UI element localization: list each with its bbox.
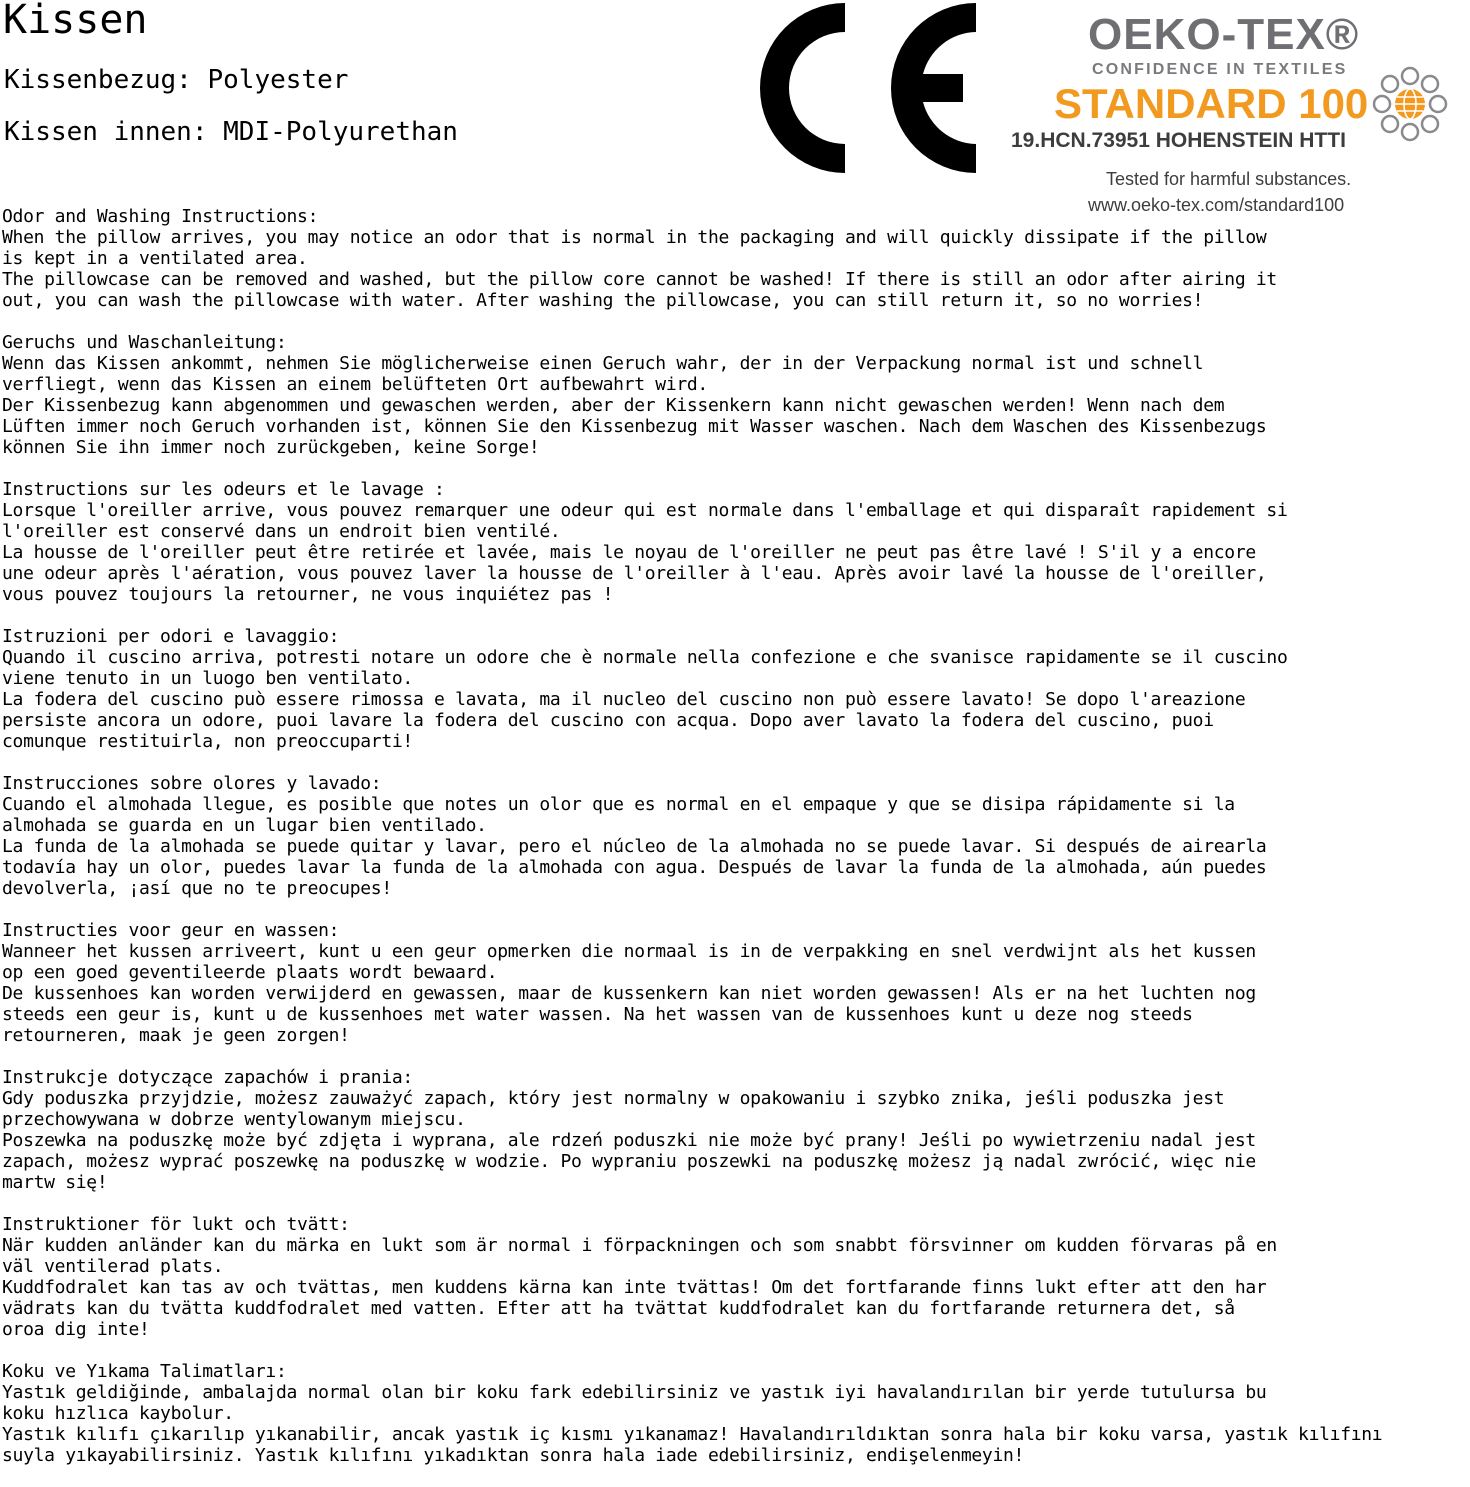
instruction-line: Lorsque l'oreiller arrive, vous pouvez remarquer une odeur qui est normale dans l'emballage et qui disparaît rapidement si: [2, 500, 1288, 521]
instructions-en: [2, 206, 1470, 311]
section-heading: Instrucciones sobre olores y lavado:: [2, 773, 382, 794]
inner-material: Kissen innen: MDI-Polyurethan: [4, 117, 458, 147]
instruction-line: La funda de la almohada se puede quitar y lavar, pero el núcleo de la almohada no se puede lavar. Si después de airearla: [2, 836, 1267, 857]
instruction-line: De kussenhoes kan worden verwijderd en gewassen, maar de kussenkern kan niet worden gewassen! Als er na het luchten nog: [2, 983, 1256, 1004]
instruction-line: La housse de l'oreiller peut être retirée et lavée, mais le noyau de l'oreiller ne peut pas être lavé ! S'il y a encore: [2, 542, 1256, 563]
instruction-line: Yastık geldiğinde, ambalajda normal olan bir koku fark edebilirsiniz ve yastık iyi havalandırılan bir yerde tutulursa bu: [2, 1382, 1267, 1403]
instruction-line: Wenn das Kissen ankommt, nehmen Sie möglicherweise einen Geruch wahr, der in der Verpackung normal ist und schnell: [2, 353, 1204, 374]
instruction-line: zapach, możesz wyprać poszewkę na poduszkę w wodzie. Po wypraniu poszewki na poduszkę możesz ją nadal zwrócić, więc nie: [2, 1151, 1256, 1172]
instructions-sv: [2, 1214, 1470, 1340]
instruction-line: Yastık kılıfı çıkarılıp yıkanabilir, ancak yastık iç kısmı yıkanamaz! Havalandırıldıktan sonra hala bir koku varsa, yastık kılıfını: [2, 1424, 1383, 1445]
ce-mark-logo: [757, 3, 976, 173]
instruction-line: koku hızlıca kaybolur.: [2, 1403, 234, 1424]
instruction-line: können Sie ihn immer noch zurückgeben, keine Sorge!: [2, 437, 540, 458]
instruction-line: devolverla, ¡así que no te preocupes!: [2, 878, 392, 899]
instruction-line: steeds een geur is, kunt u de kussenhoes met water wassen. Na het wassen van de kussenhoes kunt u deze nog steeds: [2, 1004, 1193, 1025]
instruction-line: viene tenuto in un luogo ben ventilato.: [2, 668, 413, 689]
oeko-tested-note: Tested for harmful substances.: [1106, 169, 1352, 189]
instruction-line: une odeur après l'aération, vous pouvez laver la housse de l'oreiller à l'eau. Après avoir lavé la housse de l'oreiller,: [2, 563, 1267, 584]
section-heading: Instructies voor geur en wassen:: [2, 920, 340, 941]
instruction-line: vous pouvez toujours la retourner, ne vous inquiétez pas !: [2, 584, 614, 605]
instruction-line: comunque restituirla, non preoccuparti!: [2, 731, 413, 752]
oeko-tagline: CONFIDENCE IN TEXTILES: [1092, 61, 1348, 78]
section-heading: Instrukcje dotyczące zapachów i prania:: [2, 1067, 413, 1088]
section-heading: Koku ve Yıkama Talimatları:: [2, 1361, 287, 1382]
instruction-line: vädrats kan du tvätta kuddfodralet med vatten. Efter att ha tvättat kuddfodralet kan du fortfarande returnera det, så: [2, 1298, 1235, 1319]
section-heading: Odor and Washing Instructions:: [2, 206, 319, 227]
instruction-line: martw się!: [2, 1172, 108, 1193]
instruction-line: Poszewka na poduszkę może być zdjęta i wyprana, ale rdzeń poduszki nie może być prany! Jeśli po wywietrzeniu nadal jest: [2, 1130, 1256, 1151]
instruction-line: When the pillow arrives, you may notice an odor that is normal in the packaging and will quickly dissipate if the pillow: [2, 227, 1267, 248]
instruction-line: The pillowcase can be removed and washed, but the pillow core cannot be washed! If there is still an odor after airing it: [2, 269, 1277, 290]
section-heading: Instructions sur les odeurs et le lavage :: [2, 479, 445, 500]
section-heading: Geruchs und Waschanleitung:: [2, 332, 287, 353]
section-heading: Istruzioni per odori e lavaggio:: [2, 626, 340, 647]
instructions-fr: [2, 479, 1470, 605]
oeko-url: www.oeko-tex.com/standard100: [1088, 195, 1345, 215]
instruction-line: op een goed geventileerde plaats wordt bewaard.: [2, 962, 498, 983]
instruction-line: Quando il cuscino arriva, potresti notare un odore che è normale nella confezione e che svanisce rapidamente se il cuscino: [2, 647, 1288, 668]
instructions-nl: [2, 920, 1470, 1046]
instructions-de: [2, 332, 1470, 458]
instruction-line: Der Kissenbezug kann abgenommen und gewaschen werden, aber der Kissenkern kann nicht gewaschen werden! Wenn nach dem: [2, 395, 1225, 416]
instruction-line: l'oreiller est conservé dans un endroit bien ventilé.: [2, 521, 561, 542]
instruction-line: väl ventilerad plats.: [2, 1256, 224, 1277]
oeko-certificate-number: 19.HCN.73951 HOHENSTEIN HTTI: [1011, 129, 1346, 152]
instruction-line: Lüften immer noch Geruch vorhanden ist, können Sie den Kissenbezug mit Wasser waschen. Nach dem Waschen des Kissenbezugs: [2, 416, 1267, 437]
instruction-line: przechowywana w dobrze wentylowanym miejscu.: [2, 1109, 466, 1130]
instruction-line: Gdy poduszka przyjdzie, możesz zauważyć zapach, który jest normalny w opakowaniu i szybko znika, jeśli poduszka jest: [2, 1088, 1225, 1109]
instruction-line: oroa dig inte!: [2, 1319, 150, 1340]
oeko-brand: OEKO-TEX®: [1088, 10, 1360, 59]
instruction-line: Wanneer het kussen arriveert, kunt u een geur opmerken die normaal is in de verpakking en snel verdwijnt als het kussen: [2, 941, 1256, 962]
instruction-line: suyla yıkayabilirsiniz. Yastık kılıfını yıkadıktan sonra hala iade edebilirsiniz, endişelenmeyin!: [2, 1445, 1025, 1466]
instruction-line: todavía hay un olor, puedes lavar la funda de la almohada con agua. Después de lavar la funda de la almohada, aún puedes: [2, 857, 1267, 878]
washing-instructions: [2, 206, 1470, 1487]
instructions-it: [2, 626, 1470, 752]
oeko-tex-label: [1008, 10, 1463, 220]
instruction-line: retourneren, maak je geen zorgen!: [2, 1025, 350, 1046]
page-title: Kissen: [3, 0, 148, 43]
instruction-line: is kept in a ventilated area.: [2, 248, 308, 269]
instruction-line: Kuddfodralet kan tas av och tvättas, men kuddens kärna kan inte tvättas! Om det fortfarande finns lukt efter att den har: [2, 1277, 1267, 1298]
instruction-line: almohada se guarda en un lugar bien ventilado.: [2, 815, 487, 836]
oeko-standard: STANDARD 100: [1054, 80, 1369, 127]
instruction-line: verfliegt, wenn das Kissen an einem belüfteten Ort aufbewahrt wird.: [2, 374, 708, 395]
globe-flower-icon: [1370, 64, 1450, 144]
instruction-line: Cuando el almohada llegue, es posible que notes un olor que es normal en el empaque y que se disipa rápidamente si la: [2, 794, 1235, 815]
instruction-line: När kudden anländer kan du märka en lukt som är normal i förpackningen och som snabbt försvinner om kudden förvaras på en: [2, 1235, 1277, 1256]
instructions-tr: [2, 1361, 1470, 1466]
instruction-line: La fodera del cuscino può essere rimossa e lavata, ma il nucleo del cuscino non può essere lavato! Se dopo l'areazione: [2, 689, 1246, 710]
instruction-line: out, you can wash the pillowcase with water. After washing the pillowcase, you can still return it, so no worries!: [2, 290, 1204, 311]
instructions-pl: [2, 1067, 1470, 1193]
section-heading: Instruktioner för lukt och tvätt:: [2, 1214, 350, 1235]
instructions-es: [2, 773, 1470, 899]
instruction-line: persiste ancora un odore, puoi lavare la fodera del cuscino con acqua. Dopo aver lavato la fodera del cuscino, puoi: [2, 710, 1214, 731]
cover-material: Kissenbezug: Polyester: [4, 65, 349, 95]
